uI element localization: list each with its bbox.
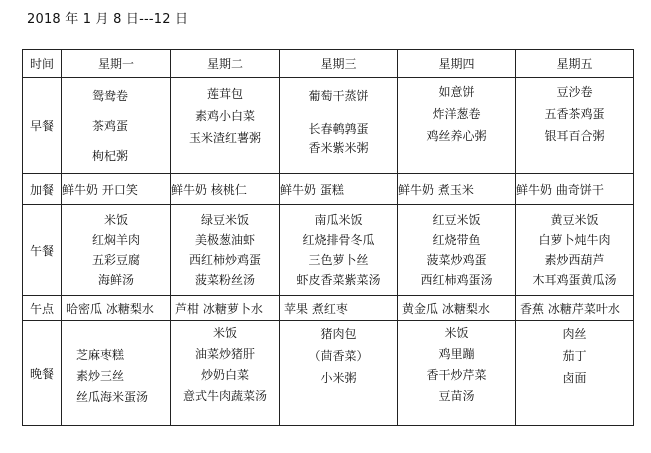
breakfast-row	[23, 78, 634, 174]
menu-item: 豆沙卷	[556, 84, 593, 99]
lunch-thursday	[398, 205, 516, 296]
menu-item: 长春鹌鹑蛋	[308, 122, 369, 136]
menu-item: 炒奶白菜	[200, 368, 249, 382]
breakfast-tuesday	[171, 78, 280, 174]
afternoon-thursday: 黄金瓜 冰糖梨水	[398, 296, 516, 321]
menu-item: 红烧带鱼	[432, 233, 481, 247]
menu-item: 如意饼	[438, 84, 475, 99]
menu-item: 丝瓜海米蛋汤	[76, 389, 149, 404]
menu-item: 芝麻枣糕	[76, 347, 125, 362]
breakfast-label: 早餐	[23, 78, 62, 174]
afternoon-tuesday: 芦柑 冰糖萝卜水	[171, 296, 280, 321]
header-tuesday: 星期二	[171, 50, 280, 78]
menu-item: 红焖羊肉	[91, 233, 140, 247]
menu-item: 油菜炒猪肝	[194, 347, 255, 361]
menu-item: 素炒西葫芦	[544, 253, 605, 267]
dinner-tuesday	[171, 321, 280, 426]
afternoon-snack-label: 午点	[23, 296, 62, 321]
menu-item: 菠菜粉丝汤	[194, 273, 255, 287]
afternoon-monday: 哈密瓜 冰糖梨水	[62, 296, 171, 321]
afternoon-snack-row	[23, 296, 634, 321]
dinner-monday	[62, 321, 171, 426]
menu-item: 玉米渣红薯粥	[188, 130, 261, 145]
menu-item: 黄豆米饭	[550, 213, 599, 227]
menu-item: 海鲜汤	[97, 273, 134, 287]
menu-item: 美极葱油虾	[194, 233, 255, 247]
header-time: 时间	[23, 50, 62, 78]
header-monday: 星期一	[62, 50, 171, 78]
header-thursday: 星期四	[398, 50, 516, 78]
dinner-thursday	[398, 321, 516, 426]
snack-wednesday: 鲜牛奶 蛋糕	[280, 174, 398, 205]
menu-item: 五香茶鸡蛋	[544, 106, 605, 121]
snack-label: 加餐	[23, 174, 62, 205]
dinner-friday	[516, 321, 634, 426]
menu-item: 茄丁	[562, 349, 587, 363]
menu-item: 炸洋葱卷	[432, 106, 481, 121]
snack-friday: 鲜牛奶 曲奇饼干	[516, 174, 634, 205]
menu-item: 豆苗汤	[438, 389, 475, 403]
menu-item: 素炒三丝	[76, 368, 125, 383]
header-friday: 星期五	[516, 50, 634, 78]
menu-item: 枸杞粥	[92, 148, 129, 163]
menu-item: 五彩豆腐	[91, 253, 140, 267]
header-row	[23, 50, 634, 78]
menu-item: 素鸡小白菜	[194, 108, 255, 123]
snack-monday: 鲜牛奶 开口笑	[62, 174, 171, 205]
menu-item: 莲茸包	[206, 86, 243, 101]
menu-item: 木耳鸡蛋黄瓜汤	[532, 273, 617, 287]
menu-item: 鸡里蹦	[438, 347, 475, 361]
page-title: 2018 年 1 月 8 日---12 日	[27, 12, 189, 27]
breakfast-monday	[62, 78, 171, 174]
menu-item: 小米粥	[320, 371, 357, 385]
afternoon-friday: 香蕉 冰糖芹菜叶水	[516, 296, 634, 321]
breakfast-wednesday	[280, 78, 398, 174]
breakfast-thursday	[398, 78, 516, 174]
menu-item: 虾皮香菜紫菜汤	[296, 273, 381, 287]
dinner-label: 晚餐	[23, 321, 62, 426]
menu-item: 白萝卜炖牛肉	[538, 233, 611, 247]
lunch-wednesday	[280, 205, 398, 296]
menu-item: 鸳鸯卷	[92, 88, 129, 103]
menu-item: 香干炒芹菜	[426, 368, 487, 382]
menu-item: 三色萝卜丝	[308, 253, 369, 267]
menu-item: 绿豆米饭	[200, 213, 249, 227]
lunch-row	[23, 205, 634, 296]
menu-item: 卤面	[562, 371, 587, 385]
menu-item: 米饭	[212, 326, 237, 340]
menu-item: 南瓜米饭	[314, 213, 363, 227]
afternoon-wednesday: 苹果 煮红枣	[280, 296, 398, 321]
dinner-wednesday	[280, 321, 398, 426]
breakfast-friday	[516, 78, 634, 174]
menu-item: 肉丝	[562, 327, 587, 341]
snack-row	[23, 174, 634, 205]
snack-tuesday: 鲜牛奶 核桃仁	[171, 174, 280, 205]
menu-item: 菠菜炒鸡蛋	[426, 253, 487, 267]
menu-item: （茴香菜）	[308, 349, 369, 363]
lunch-label: 午餐	[23, 205, 62, 296]
menu-item: 米饭	[103, 213, 128, 227]
menu-item: 香米紫米粥	[308, 141, 369, 155]
menu-item: 茶鸡蛋	[92, 118, 129, 133]
header-wednesday: 星期三	[280, 50, 398, 78]
menu-item: 银耳百合粥	[544, 128, 605, 143]
lunch-tuesday	[171, 205, 280, 296]
menu-item: 红豆米饭	[432, 213, 481, 227]
menu-item: 意式牛肉蔬菜汤	[182, 389, 267, 403]
menu-item: 红烧排骨冬瓜	[302, 233, 375, 247]
weekly-menu-table	[22, 49, 634, 426]
menu-item: 西红柿炒鸡蛋	[188, 253, 261, 267]
menu-item: 鸡丝养心粥	[426, 128, 487, 143]
menu-item: 葡萄干蒸饼	[308, 89, 369, 103]
snack-thursday: 鲜牛奶 煮玉米	[398, 174, 516, 205]
menu-item: 猪肉包	[320, 327, 357, 341]
menu-item: 米饭	[444, 326, 469, 340]
dinner-row	[23, 321, 634, 426]
lunch-friday	[516, 205, 634, 296]
menu-item: 西红柿鸡蛋汤	[420, 273, 493, 287]
lunch-monday	[62, 205, 171, 296]
